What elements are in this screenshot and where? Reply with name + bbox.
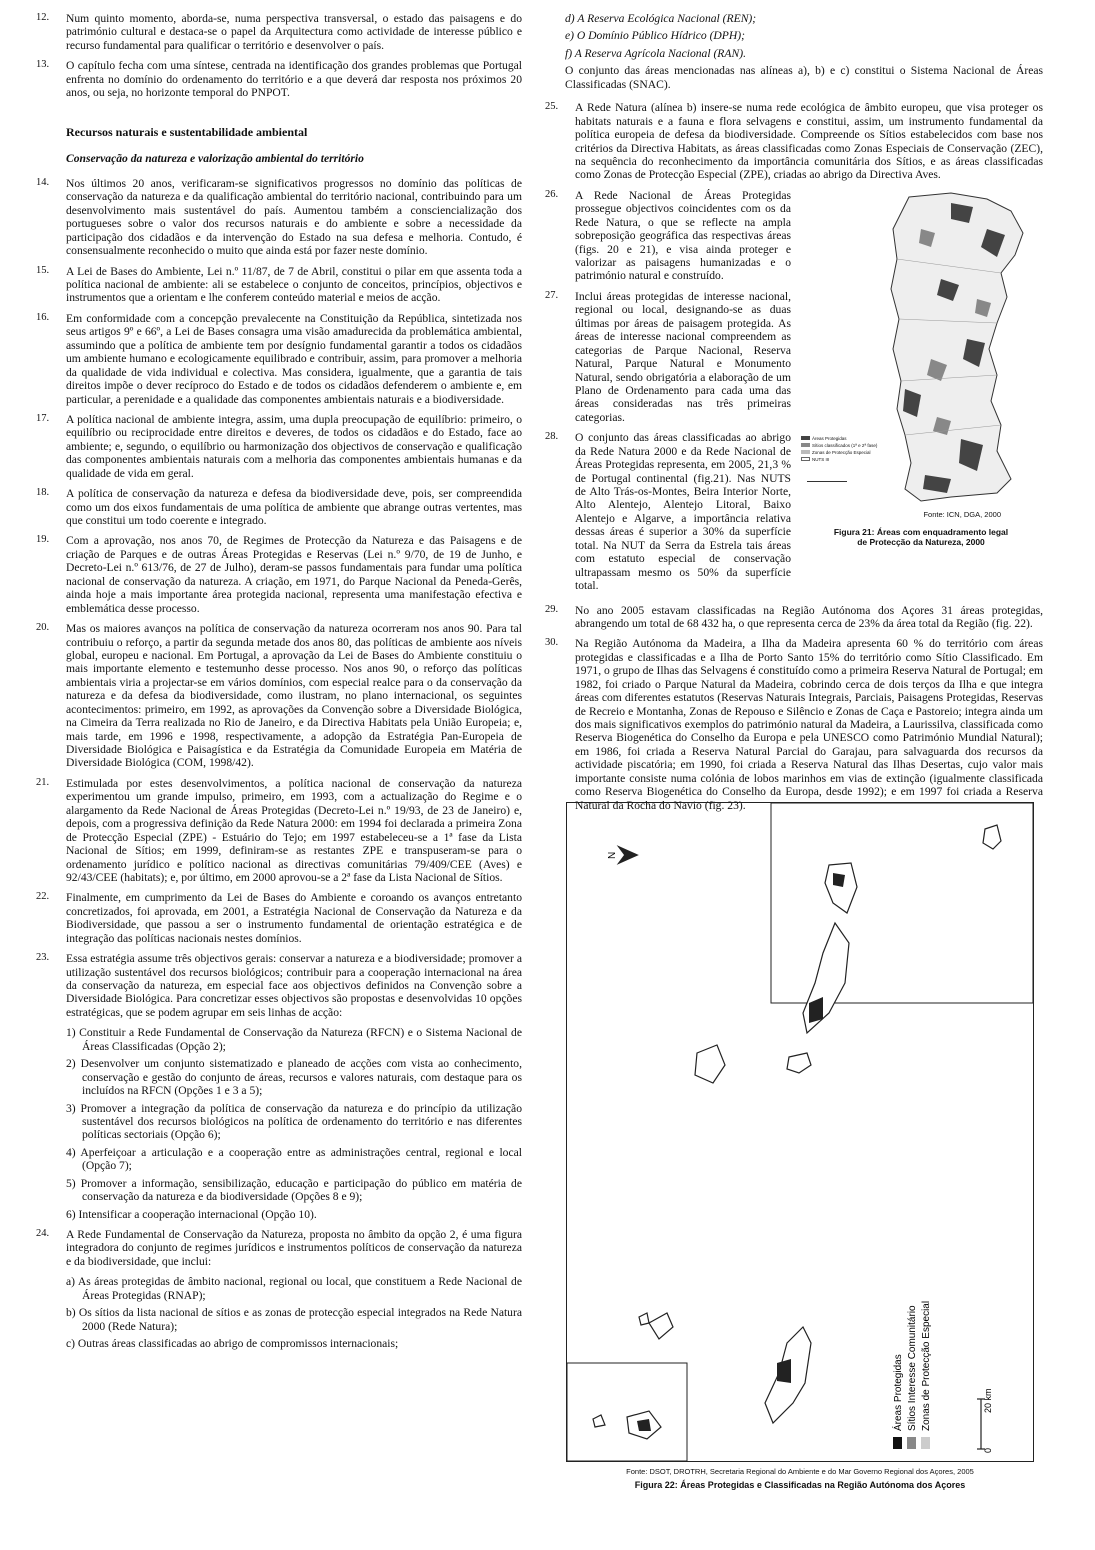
azores-map-svg — [567, 803, 1033, 1461]
paragraph-number: 19. — [36, 534, 50, 546]
figure-22-caption: Figura 22: Áreas Protegidas e Classificadas na Região Autónoma dos Açores — [634, 1480, 966, 1490]
paragraph-26 — [545, 189, 791, 283]
paragraph-number: 13. — [36, 59, 50, 71]
paragraph-text: Na Região Autónoma da Madeira, a Ilha da Madeira apresenta 60 % do território com áreas protegidas e classificadas e a Ilha de Porto Santo 15% do território como Sítio Classificado. Em 1971, o grupo de Ilhas das Selvagens é constituído como a primeira Reserva Natural de Portugal; em 1982, foi criado o Parque Natural da Madeira, cobrindo cerca de dois terços da Ilha e que integra áreas com diferentes estatutos (Reservas Naturais Integrais, Parciais, Paisagens Protegidas, Reservas de Recreio e Montanha, Zonas de Repouso e Silêncio e Zonas de Caça e Pastoreio; integra ainda um dos mais significativos exemplos do património natural da Madeira, a Laurissilva, classificada como Reserva Biogenética do Conselho da Europa e pela UNESCO como Património Mundial Natural); em 1986, foi criada a Reserva Natural Parcial do Garajau, para salvaguarda dos recursos da actividade piscatória; em 1990, foi criada a Reserva Natural das Ilhas Desertas, cujo valor mais importante consiste numa colónia de lobos marinhos em vias de extinção (igualmente classificada como Reserva Biogenética do Conselho da Europa, desde 1992); e em 1997 foi criada a Reserva Natural da Rocha do Navio (fig. 23). — [575, 637, 1043, 812]
list-item: 5) Promover a informação, sensibilização, educação e participação do público em matéria de conservação da natureza e da biodiversidade (Opções 8 e 9); — [66, 1176, 522, 1204]
paragraph-23 — [36, 952, 522, 1019]
figure-21-source: Fonte: ICN, DGA, 2000 — [923, 509, 1001, 519]
legend-swatch — [921, 1437, 930, 1449]
paragraph-28 — [545, 431, 791, 592]
legend-swatch — [801, 443, 810, 447]
protected-area — [833, 873, 845, 887]
legend-label: Zonas de Protecção Especial — [812, 449, 871, 455]
figure-21-area — [545, 189, 1043, 600]
paragraph-30 — [545, 637, 1043, 812]
paragraph-number: 22. — [36, 891, 50, 903]
north-label: N — [607, 851, 618, 859]
snac-note: O conjunto das áreas mencionadas nas alíneas a), b) e c) constitui o Sistema Nacional de Áreas Classificadas (SNAC). — [565, 64, 1043, 91]
legend-label: Sítios Interesse Comunitário — [907, 1305, 918, 1431]
paragraph-number: 14. — [36, 176, 50, 188]
list-item: b) Os sítios da lista nacional de sítios e as zonas de protecção especial integrados na Rede Natura 2000 (Rede Natura); — [66, 1306, 522, 1333]
paragraph-text: Num quinto momento, aborda-se, numa perspectiva transversal, o estado das paisagens e do património cultural e destaca-se o papel da Arquitectura como actividade de interesse público e recurso fundamental para qualificar o território e desenvolver o país. — [66, 12, 522, 52]
paragraph-text: A Rede Fundamental de Conservação da Natureza, proposta no âmbito da opção 2, é uma figura integradora do conjunto de regimes jurídicos e instrumentos políticos de conservação da natureza e da biodiversidade, que inclui: — [66, 1228, 522, 1268]
paragraph-text: Em conformidade com a concepção prevalecente na Constituição da República, sintetizada nos seus artigos 9º e 66º, a Lei de Bases consagra uma visão amadurecida da problemática ambiental, assumindo que a política de ambiente tem por desígnio fundamental garantir a todos os cidadãos um ambiente humano e ecologicamente equilibrado e contribuir, assim, para promover a melhoria da qualidade de vida individual e colectiva. Mas considera, igualmente, que a garantia de tais direitos impõe o dever recíproco do Estado e de todos os cidadãos defenderem o ambiente e, em particular, a perenidade e a qualidade das componentes ambientais naturais e a biodiversidade. — [66, 311, 522, 406]
paragraph-number: 16. — [36, 311, 50, 323]
caption-line: Figura 21: Áreas com enquadramento legal — [833, 526, 1009, 537]
paragraph-27 — [545, 290, 791, 424]
paragraph-text: Com a aprovação, nos anos 70, de Regimes de Protecção da Natureza e das Paisagens e de criação de Parques e de outras Áreas Protegidas e Reservas (Lei n.º 9/70, de 19 de Junho, e Decreto-Lei n.º 613/76, de 27 de Julho), deram-se passos fundamentais para fundar uma política nacional de conservação da natureza. A criação, em 1971, do Parque Nacional da Peneda-Gerês, ainda hoje a mais importante área protegida nacional, representa uma manifestação efectiva e emblemática desse processo. — [66, 534, 522, 615]
paragraph-number: 15. — [36, 264, 50, 276]
legend-entry — [801, 456, 891, 463]
figure-21-text-block — [545, 189, 791, 600]
island-sao-jorge — [649, 1313, 673, 1339]
protected-area — [777, 1359, 791, 1383]
paragraph-21 — [36, 777, 522, 885]
island-flores — [825, 863, 857, 913]
paragraph-number: 27. — [545, 289, 559, 301]
paragraph-text: A Rede Nacional de Áreas Protegidas prossegue objectivos coincidentes com os da Rede Natura, o que se reflecte na ampla sobreposição geográfica das respectivas áreas (figs. 20 e 21), e visa ainda proteger e valorizar as paisagens humanizadas e o património natural e construído. — [575, 188, 791, 283]
figure-21-caption — [801, 527, 1041, 548]
legend-swatch — [893, 1437, 902, 1449]
island-corvo — [983, 825, 1001, 849]
figure-22-legend — [891, 1301, 932, 1449]
list-item: e) O Domínio Público Hídrico (DPH); — [565, 29, 745, 43]
paragraph-text: Inclui áreas protegidas de interesse nacional, regional ou local, designando-se as duas últimas por áreas de paisagem protegida. As áreas de interesse nacional compreendem as categorias de Parque Nacional, Reserva Natural, Parque Natural e Monumento Natural, sendo obrigatória a elaboração de um Plano de Ordenamento para cada uma das áreas consideradas nas três primeiras categorias. — [575, 289, 791, 424]
figure-22-source: Fonte: DSOT, DROTRH, Secretaria Regional do Ambiente e do Mar Governo Regional dos Açores, 2005 — [626, 1467, 974, 1476]
legend-swatch — [801, 436, 810, 440]
list-item: a) As áreas protegidas de âmbito nacional, regional ou local, que constituem a Rede Nacional de Áreas Protegidas (RNAP); — [66, 1275, 522, 1302]
section-heading: Recursos naturais e sustentabilidade ambiental — [66, 124, 308, 139]
paragraph-19 — [36, 534, 522, 615]
figure-21 — [801, 189, 1041, 600]
legend-entry — [801, 449, 891, 456]
figure-21-legend — [801, 435, 891, 463]
figure-22-azores-map — [566, 802, 1034, 1462]
legend-entry — [801, 442, 891, 449]
scale-label: 20 km — [983, 1388, 993, 1413]
paragraph-16 — [36, 312, 522, 406]
left-column — [36, 12, 522, 1355]
list-item: 2) Desenvolver um conjunto sistematizado e planeado de acções com vista ao conhecimento, conservação e gestão do conjunto de áreas, recursos e valores naturais, com destaque para os incluídos na RFCN (Opções 1 e 3 a 5); — [66, 1057, 522, 1098]
list-item: 1) Constituir a Rede Fundamental de Conservação da Natureza (RFCN) e o Sistema Nacional de Áreas Classificadas (Opção 2); — [66, 1026, 522, 1053]
paragraph-24 — [36, 1228, 522, 1268]
paragraph-text: A Rede Natura (alínea b) insere-se numa rede ecológica de âmbito europeu, que visa proteger os habitats naturais e a fauna e flora selvagens e constitui, assim, um instrumento fundamental da política europeia de defesa da biodiversidade. Compreende os Sítios estabelecidos com base nos critérios da Directiva Habitats, as áreas classificadas como Zonas Especiais de Conservação (ZEC), na sequência do reconhecimento da importância comunitária dos Sítios, e as áreas classificadas como Zonas de Protecção Especial (ZPE), criadas ao abrigo da Directiva Aves. — [575, 101, 1043, 182]
paragraph-13 — [36, 59, 522, 99]
paragraph-number: 25. — [545, 101, 559, 113]
paragraph-text: Mas os maiores avanços na política de conservação da natureza ocorreram nos anos 90. Para tal contribuiu o reforço, a partir da segunda metade dos anos 80, das políticas de ambiente aos níveis global, europeu e nacional. Em Portugal, a aprovação da Lei de Bases do Ambiente constituiu o mais importante elemento e testemunho desse processo. Nos anos 90, o reforço das políticas ambientais viria a projectar-se em vários domínios, com especial realce para o da conservação da natureza e da defesa da biodiversidade, como ilustram, no plano internacional, os seguintes acontecimentos: primeiro, em 1992, as aprovações da Convenção sobre a Diversidade Biológica, na Cimeira da Terra realizada no Rio de Janeiro, e da Directiva Habitats pela União Europeia; e, mais tarde, em 1996 e 1998, respectivamente, a adopção da Estratégia Pan-Europeia de Diversidade Biológica e Paisagística e da Estratégia da Comunidade Europeia em Matéria de Diversidade Biológica (COM, 1998/42). — [66, 622, 522, 770]
paragraph-number: 21. — [36, 776, 50, 788]
legend-label: Áreas Protegidas — [812, 435, 847, 441]
protected-area — [637, 1419, 651, 1431]
paragraph-number: 18. — [36, 487, 50, 499]
section-subheading: Conservação da natureza e valorização ambiental do território — [66, 151, 364, 165]
island-graciosa — [639, 1313, 649, 1325]
paragraph-number: 20. — [36, 622, 50, 634]
paragraph-29 — [545, 604, 1043, 631]
island-terceira — [787, 1053, 811, 1073]
paragraph-text: No ano 2005 estavam classificadas na Região Autónoma dos Açores 31 áreas protegidas, abrangendo um total de 68 432 ha, o que representa cerca de 23% da área total da Região (fig. 22). — [575, 603, 1043, 630]
scale-bar — [807, 481, 847, 483]
paragraph-text: Estimulada por estes desenvolvimentos, a política nacional de conservação da natureza experimentou um grande impulso, primeiro, em 1993, com a actualização do Regime e o alargamento da Rede Nacional de Áreas Protegidas (Decreto-Lei n.º 19/93, de 23 de Janeiro) e, depois, com a progressiva definição da Rede Natura 2000: em 1994 foi declarada a primeira Zona de Protecção Especial (ZPE) - Estuário do Tejo; em 1997 estabeleceu-se a 1ª fase da Lista Nacional de Sítios; em 1999, definiram-se as restantes ZPE e transpuseram-se para o ordenamento jurídico e político nacional as directivas comunitárias 79/409/CEE (Aves) e 92/43/CEE (habitats); e, por último, em 2000 aprovou-se a 2ª fase da Lista Nacional de Sítios. — [66, 776, 522, 884]
right-column — [545, 12, 1043, 819]
paragraph-text: Finalmente, em cumprimento da Lei de Bases do Ambiente e coroando os avanços entretanto concretizados, foi aprovada, em 2001, a Estratégia Nacional de Conservação da Natureza e da Biodiversidade, que passou a ser o instrumento fundamental de orientação estratégica e de integração das políticas nacionais nestes domínios. — [66, 891, 522, 945]
paragraph-text: A política nacional de ambiente integra, assim, uma dupla preocupação de equilíbrio: primeiro, o equilíbrio ou reciprocidade entre direitos e deveres, de todos os cidadãos e do Estado, face ao ambiente; e, segundo, o equilíbrio ou harmonização dos objectivos de conservação e qualificação das componentes ambientais naturais com a melhoria das componentes ambientais humanas e da qualidade de vida em geral. — [66, 412, 522, 480]
paragraph-text: Essa estratégia assume três objectivos gerais: conservar a natureza e a biodiversidade; promover a utilização sustentável dos recursos biológicos; contribuir para a cooperação internacional na área da conservação da natureza, em especial face aos objectivos definidos na Convenção sobre a Diversidade Biológica. Para concretizar esses objectivos são propostas e desenvolvidas 10 opções estratégicas, que se podem agrupar em seis linhas de acção: — [66, 952, 522, 1019]
legend-swatch — [907, 1437, 916, 1449]
paragraph-22 — [36, 891, 522, 945]
legend-swatch — [801, 450, 810, 454]
list-item: d) A Reserva Ecológica Nacional (REN); — [565, 12, 757, 25]
legend-label: Zonas de Protecção Especial — [921, 1300, 932, 1431]
paragraph-number: 24. — [36, 1228, 50, 1240]
paragraph-number: 29. — [545, 603, 559, 615]
paragraph-number: 12. — [36, 12, 50, 23]
paragraph-text: A Lei de Bases do Ambiente, Lei n.º 11/87, de 7 de Abril, constitui o pilar em que assenta toda a política nacional de ambiente: ali se estabelece o conjunto de conceitos, princípios, objectivos e instrumentos que a orientam e lhe conferem conteúdo material e meios de acção. — [66, 264, 522, 305]
paragraph-text: O capítulo fecha com uma síntese, centrada na identificação dos grandes problemas que Portugal enfrenta no domínio do ordenamento do território e a que deverá dar resposta nos próximos 20 anos, ou seja, no horizonte temporal do PNPOT. — [66, 59, 522, 100]
paragraph-25 — [545, 101, 1043, 182]
paragraph-15 — [36, 265, 522, 305]
legend-swatch — [801, 457, 810, 461]
north-arrow — [619, 847, 637, 863]
paragraph-18 — [36, 487, 522, 527]
list-item: 3) Promover a integração da política de conservação da natureza e do princípio da utilização sustentável dos recursos biológicos na política de ordenamento do território e nas diferentes políticas sectoriais (Opção 6); — [66, 1101, 522, 1142]
inset-frame — [567, 1363, 687, 1461]
paragraph-number: 28. — [545, 431, 559, 443]
paragraph-text: O conjunto das áreas classificadas ao abrigo da Rede Natura 2000 e da Rede Nacional de Áreas Protegidas representa, em 2005, 21,3 % de Portugal continental (fig.21). Nas NUTS de Alto Trás-os-Montes, Beira Interior Norte, Alto Alentejo, Alentejo Litoral, Baixo Alentejo e Algarve, a importância relativa dessas áreas é superior a 30% da superfície total. Na NUT da Serra da Estrela tais áreas com estatuto especial de conservação ultrapassam mesmo os 50% da superfície total. — [575, 431, 791, 593]
caption-line: de Protecção da Natureza, 2000 — [857, 537, 985, 548]
paragraph-text: A política de conservação da natureza e defesa da biodiversidade deve, pois, ser compreendida como um dos eixos fundamentais de uma política de ambiente que abrange outras vertentes, mas que constitui um todo coerente e integrado. — [66, 487, 522, 528]
list-item: 6) Intensificar a cooperação internacional (Opção 10). — [66, 1207, 317, 1221]
list-item: c) Outras áreas classificadas ao abrigo de compromissos internacionais; — [66, 1337, 399, 1351]
paragraph-14 — [36, 177, 522, 258]
legend-label: Sítios classificados (1ª e 2ª fase) — [812, 442, 878, 448]
list-item: f) A Reserva Agrícola Nacional (RAN). — [565, 46, 746, 60]
paragraph-number: 17. — [36, 412, 50, 424]
paragraph-text: Nos últimos 20 anos, verificaram-se significativos progressos no domínio das políticas de conservação da natureza e da qualificação ambiental do território nacional, contribuindo para um desenvolvimento mais sustentável do país. Aumentou também a consciencialização dos portugueses sobre o valor dos recursos naturais e do ambiente e sobre a necessidade da participação dos cidadãos e da intervenção do Estado na sua defesa e melhoria. Contudo, é consensualmente reconhecido o muito que ainda está por fazer neste domínio. — [66, 176, 522, 258]
legend-entry — [801, 435, 891, 442]
legend-label: NUTS III — [812, 456, 830, 462]
paragraph-number: 30. — [545, 637, 559, 649]
paragraph-12 — [36, 12, 522, 52]
legend-label: Áreas Protegidas — [893, 1354, 904, 1431]
paragraph-number: 26. — [545, 188, 559, 200]
paragraph-20 — [36, 622, 522, 770]
paragraph-17 — [36, 413, 522, 480]
scale-zero: 0 — [983, 1447, 993, 1453]
island-santa-maria — [695, 1045, 725, 1083]
island-islet — [593, 1415, 605, 1427]
paragraph-number: 23. — [36, 952, 50, 964]
list-item: 4) Aperfeiçoar a articulação e a cooperação entre as administrações central, regional e local (Opção 7); — [66, 1145, 522, 1173]
